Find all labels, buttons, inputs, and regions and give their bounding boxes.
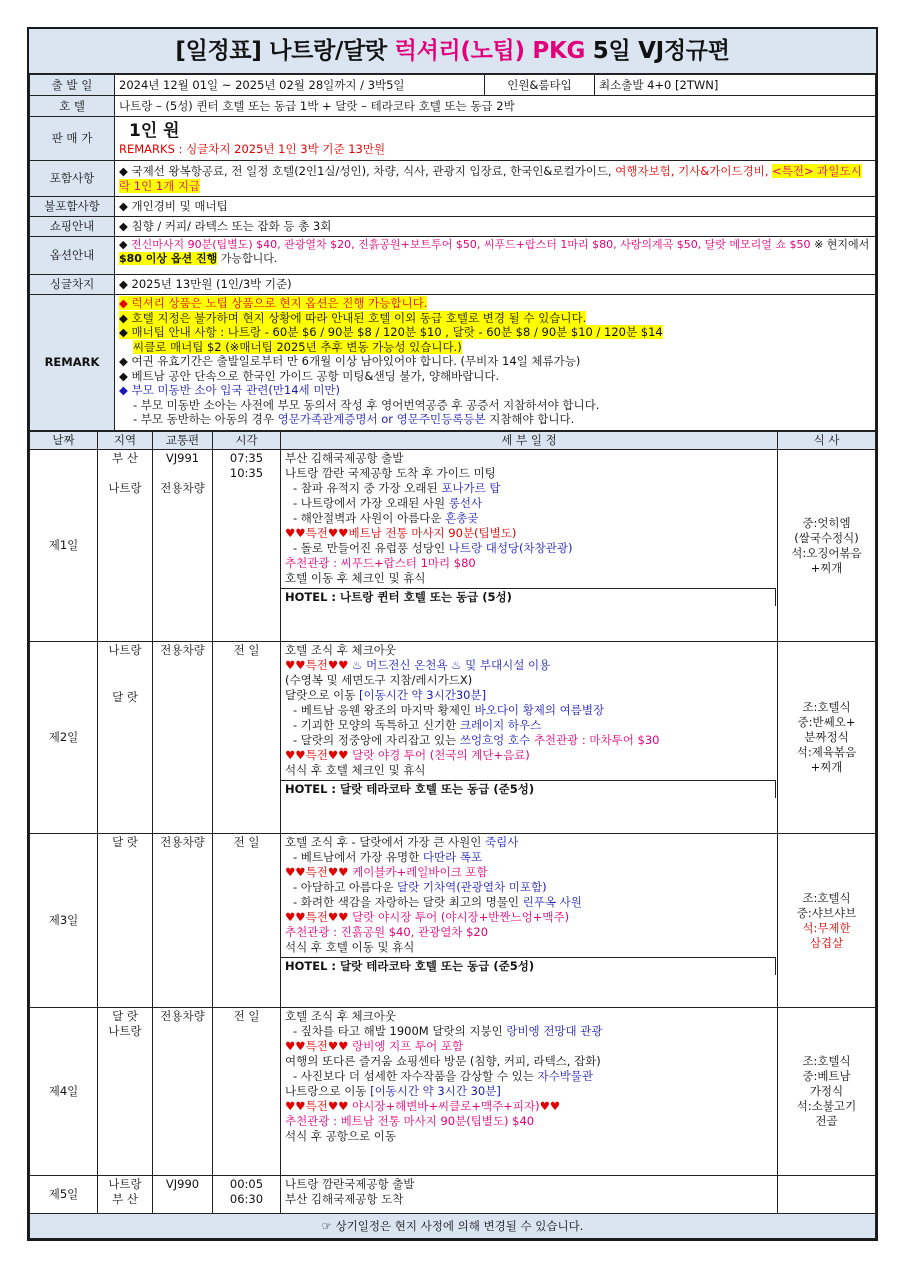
header-region: 지역 — [98, 432, 153, 450]
day3-line3 — [285, 865, 773, 880]
day1-line7 — [285, 541, 773, 556]
day3-meal4: 삼겹살 — [809, 935, 844, 950]
day1-meal2: (쌀국수정식) — [794, 530, 859, 545]
day2-hotel: HOTEL : 달랏 테라코타 호텔 또는 동급 (준5성) — [281, 780, 776, 798]
text-span: - 나트랑에서 가장 오래된 사원 — [293, 496, 449, 510]
day4-meal3: 가정식 — [809, 1084, 844, 1098]
day2-line5 — [285, 703, 773, 718]
day3-line4 — [285, 880, 773, 895]
remark-8b: 영문가족관계증명서 or 영문주민등록등본 — [277, 412, 486, 426]
remark-list — [115, 295, 876, 431]
day3-meal2: 중:샤브샤브 — [796, 905, 857, 920]
day3-time: 전 일 — [213, 834, 281, 1008]
text-span: - 달랏의 정중앙에 자리잡고 있는 — [293, 733, 460, 747]
text-span: 나트랑 대성당(차창관광) — [448, 541, 573, 555]
itinerary-sheet — [27, 27, 878, 1241]
day1-hotel: HOTEL : 나트랑 퀸터 호텔 또는 동급 (5성) — [281, 588, 776, 606]
remark-6: ◆ 부모 미동반 소아 입국 관련(만14세 미만) — [119, 383, 341, 397]
day4-line1: 호텔 조식 후 체크아웃 — [285, 1009, 396, 1023]
text-span: ♥♥특전♥♥ — [285, 910, 353, 924]
day2-line6 — [285, 718, 773, 733]
shopping-value: ◆ 침향 / 커피/ 라텍스 또는 잡화 등 총 3회 — [115, 217, 876, 237]
remark-5: ◆ 베트남 공안 단속으로 한국인 가이드 공항 미팅&샌딩 불가, 양해바랍니다. — [119, 368, 500, 383]
schedule-table — [29, 431, 876, 1239]
day4-line3 — [285, 1039, 773, 1054]
day3-line5 — [285, 895, 773, 910]
remark-7: - 부모 미동반 소아는 사전에 부모 동의서 작성 후 영어번역공증 후 공증서 지참하셔야 합니다. — [133, 397, 600, 412]
text-span: 달랏 야시장 투어 (야시장+반짠느엉+맥주) — [352, 910, 570, 924]
day2-meal4: 석:제육볶음 — [796, 745, 857, 759]
option-note: ※ 현지에서 — [814, 238, 870, 251]
day4-region2: 나트랑 — [108, 1024, 142, 1038]
single-value: ◆ 2025년 13만원 (1인/3박 기준) — [115, 275, 876, 295]
text-span: 케이블카+레일바이크 포함 — [352, 865, 488, 879]
day2-line7 — [285, 733, 773, 748]
text-span: 랑비엥 전망대 관광 — [506, 1024, 603, 1038]
remark-8 — [133, 412, 574, 426]
day2-line3: (수영복 및 세면도구 지참/레시가드X) — [285, 673, 473, 687]
day1-transport1: VJ991 — [165, 451, 200, 465]
text-span: - 베트남 응웬 왕조의 마지막 황제인 — [293, 703, 475, 717]
text-span: - 돌로 만들어진 유럽풍 성당인 — [293, 541, 449, 555]
remark-1: ◆ 럭셔리 상품은 노팁 상품으로 현지 옵션은 진행 가능합니다. — [119, 296, 428, 310]
day2-meal1: 조:호텔식 — [802, 700, 851, 714]
text-span: ♥♥특전♥♥ — [285, 1039, 353, 1053]
remark-3: ◆ 매너팁 안내 사항 : 나트랑 - 60분 $6 / 90분 $8 / 120분 $10 , 달랏 - 60분 $8 / 90분 $10 / 120분 $14 — [119, 325, 663, 339]
day-row-1 — [30, 450, 876, 642]
header-detail: 세 부 일 정 — [281, 432, 778, 450]
day-row-5 — [30, 1176, 876, 1214]
day4-region1: 달 랏 — [112, 1009, 138, 1023]
day2-meal3: 분짜정식 — [804, 730, 849, 744]
day4-meal5: 전골 — [815, 1114, 838, 1128]
day3-label: 제3일 — [30, 834, 98, 1008]
header-day: 날짜 — [30, 432, 98, 450]
text-span: 호텔 조식 후 - 달랏에서 가장 큰 사원인 — [285, 835, 486, 849]
text-span: 추천관광 : 마차투어 $30 — [533, 733, 660, 747]
day4-label: 제4일 — [30, 1008, 98, 1176]
day-row-2 — [30, 642, 876, 834]
option-label: 옵션안내 — [30, 237, 115, 275]
day1-line2: 나트랑 깜란 국제공항 도착 후 가이드 미팅 — [285, 466, 496, 480]
day3-transport: 전용차량 — [153, 834, 213, 1008]
day4-line2 — [285, 1024, 773, 1039]
option-list: 전신마사지 90분(팁별도) $40, 관광열차 $20, 진흙공원+보트투어 $50, 씨푸드+랍스터 1마리 $80, 사랑의계곡 $50, 달랏 메모리얼 쇼 $50 — [130, 238, 811, 251]
day3-line6 — [285, 910, 773, 925]
text-span: [이동시간 약 3시간 30분] — [370, 1084, 501, 1098]
day4-line6 — [285, 1084, 773, 1099]
title-prefix: [일정표] 나트랑/달랏 — [175, 38, 395, 64]
day1-transport2: 전용차량 — [160, 481, 205, 495]
text-span: 바오다이 황제의 여름별장 — [474, 703, 605, 717]
remark-label: REMARK — [30, 295, 115, 431]
text-span: 랑비엥 지프 투어 포함 — [352, 1039, 464, 1053]
day3-line1 — [285, 835, 773, 850]
day3-line8: 석식 후 호텔 이동 및 휴식 — [285, 940, 415, 954]
day3-hotel: HOTEL : 달랏 테라코타 호텔 또는 동급 (준5성) — [281, 957, 776, 975]
include-label: 포함사항 — [30, 161, 115, 197]
text-span: ♥♥ — [539, 1099, 561, 1113]
hotel-value: 나트랑 – (5성) 퀸터 호텔 또는 동급 1박 + 달랏 – 테라코타 호텔 또는 동급 2박 — [115, 96, 876, 117]
day1-region2: 나트랑 — [108, 481, 142, 495]
text-span: 죽림사 — [485, 835, 519, 849]
day1-line3 — [285, 481, 773, 496]
day2-line1: 호텔 조식 후 체크아웃 — [285, 643, 396, 657]
day2-region2: 달 랏 — [112, 690, 138, 704]
include-special: <특전> 과일도시락 1인 1개 지급 — [119, 163, 862, 193]
day1-region1: 부 산 — [112, 451, 138, 465]
room-label: 인원&룸타입 — [485, 75, 595, 96]
text-span: - 사진보다 더 섬세한 자수작품을 감상할 수 있는 — [293, 1069, 538, 1083]
day4-line4: 여행의 또다른 즐거움 쇼핑센타 방문 (침향, 커피, 라텍스, 잡화) — [285, 1054, 601, 1068]
text-span: 혼총곶 — [445, 511, 479, 525]
day4-meal4: 석:소불고기 — [796, 1099, 857, 1113]
day2-line4 — [285, 688, 773, 703]
day-row-4 — [30, 1008, 876, 1176]
day3-meal1: 조:호텔식 — [802, 890, 851, 905]
text-span: - 기괴한 모양의 독특하고 신기한 — [293, 718, 460, 732]
day2-line2 — [285, 658, 773, 673]
day4-transport: 전용차량 — [153, 1008, 213, 1176]
day1-line6: ♥♥특전♥♥베트남 전통 마사지 90분(팁별도) — [285, 526, 517, 540]
day5-region1: 나트랑 — [108, 1177, 142, 1191]
text-span: - 화려한 색감을 자랑하는 달랏 최고의 명물인 — [293, 895, 523, 909]
shopping-label: 쇼핑안내 — [30, 217, 115, 237]
room-value: 최소출발 4+0 [2TWN] — [595, 75, 876, 96]
day5-region2: 부 산 — [112, 1192, 138, 1206]
title-suffix: 5일 VJ정규편 — [585, 38, 730, 64]
option-note-end: 가능합니다. — [217, 252, 278, 265]
hotel-label: 호 텔 — [30, 96, 115, 117]
day2-line8 — [285, 748, 773, 763]
single-label: 싱글차지 — [30, 275, 115, 295]
day1-meal1: 중:엇히엠 — [802, 515, 851, 530]
text-span: 크레이지 하우스 — [459, 718, 542, 732]
day4-meal2: 중:베트남 — [802, 1069, 851, 1083]
text-span: 포나가르 탑 — [441, 481, 501, 495]
departure-value: 2024년 12월 01일 ~ 2025년 02월 28일까지 / 3박5일 — [115, 75, 485, 96]
day5-transport: VJ990 — [153, 1176, 213, 1214]
day4-meal1: 조:호텔식 — [802, 1054, 851, 1068]
day1-label: 제1일 — [30, 450, 98, 642]
day2-meal2: 중:반쎄오+ — [797, 715, 856, 729]
text-span: 야시장+해변바+씨클로+맥주+피자) — [352, 1099, 540, 1113]
text-span: ♨ 머드전신 온천욕 ♨ 및 부대시설 이용 — [352, 658, 551, 672]
text-span: 쓰엉흐엉 호수 — [459, 733, 534, 747]
text-span: 달랏 기차역(관광열차 미포함) — [397, 880, 547, 894]
day5-time2: 06:30 — [229, 1192, 264, 1206]
day1-line5 — [285, 511, 773, 526]
day-row-3 — [30, 834, 876, 1008]
text-span: 달랏으로 이동 — [285, 688, 359, 702]
day5-line1: 나트랑 깜란국제공항 출발 — [285, 1177, 415, 1191]
text-span: 다딴라 폭포 — [422, 850, 483, 864]
include-red: 여행자보험, 기사&가이드경비, — [615, 163, 773, 178]
remark-3b: 씨클로 매너팁 $2 (※매너팁 2025년 추후 변동 가능성 있습니다.) — [133, 339, 462, 354]
text-span: 달랏 야경 투어 (천국의 계단+음료) — [352, 748, 530, 762]
text-span: [이동시간 약 3시간30분] — [358, 688, 487, 702]
info-table: 출 발 일 2024년 12월 01일 ~ 2025년 02월 28일까지 / 3박5일 인원&룸타입 최소출발 4+0 [2TWN] 호 텔 나트랑 – (5성) 퀸터 호텔 또는 동급 1박 + 달랏 – 테라코타 호텔 또는 동급 2박 판 매 가 1인 원 REMARKS : 싱글차지 2025년 1인 3박 기준 13만원 포함사항 ◆ 국제선 왕복항공료, 전 일정 호텔(2인1실/성인), 차량, 식사, 관광지 입장료, 한국인&로컬가이드, 여행자보험, 기사&가이드경비, <특전> 과일도시락 1인 1개 지급 불포함사항 ◆ 개인경비 및 매너팁 쇼핑안내 ◆ 침향 / 커피/ 라텍스 또는 잡화 등 총 3회 옵션안내 ◆ 전신마사지 90분(팁별도) $40, 관광열차 $20, 진흙공원+보트투어 $50, 씨푸드+랍스터 1마리 $80, 사랑의계곡 $50, 달랏 메모리얼 쇼 $50 ※ 현지에서 $80 이상 옵션 진행 가능합니다. 싱글차지 ◆ 2025년 13만원 (1인/3박 기준) REMARK ◆ 럭셔리 상품은 노팁 상품으로 현지 옵션은 진행 가능합니다. ◆ 호텔 지정은 불가하며 현지 상황에 따라 안내된 호텔 이외 동급 호텔로 변경 될 수 있습니다. ◆ 매너팁 안내 사항 : 나트랑 - 60분 $6 / 90분 $8 / 120분 $10 , 달랏 - 60분 $8 / 90분 $10 / 120분 $14 씨클로 매너팁 $2 (※매너팁 2025년 추후 변동 가능성 있습니다.) ◆ 여권 유효기간은 출발일로부터 만 6개월 이상 남아있어야 합니다. (무비자 14일 체류가능) ◆ 베트남 공안 단속으로 한국인 가이드 공항 미팅&샌딩 불가, 양해바랍니다. ◆ 부모 미동반 소아 입국 관련(만14세 미만) - 부모 미동반 소아는 사전에 부모 동의서 작성 후 영어번역공증 후 공증서 지참하셔야 합니다. - 부모 동반하는 아동의 경우 영문가족관계증명서 or 영문주민등록등본 지참해야 합니다. — [29, 74, 876, 431]
header-meal: 식 사 — [778, 432, 876, 450]
day5-time1: 00:05 — [229, 1177, 264, 1191]
text-span: - 참파 유적지 중 가장 오래된 — [293, 481, 442, 495]
day2-label: 제2일 — [30, 642, 98, 834]
day4-line8: 추천관광 : 베트남 전통 마사지 90분(팁별도) $40 — [285, 1114, 535, 1128]
price-value: 1인 원 — [129, 121, 180, 141]
price-remarks: REMARKS : 싱글차지 2025년 1인 3박 기준 13만원 — [119, 142, 386, 156]
day1-line9: 호텔 이동 후 체크인 및 휴식 — [285, 571, 426, 585]
exclude-value: ◆ 개인경비 및 매너팁 — [115, 197, 876, 217]
remark-2: ◆ 호텔 지정은 불가하며 현지 상황에 따라 안내된 호텔 이외 동급 호텔로 변경 될 수 있습니다. — [119, 310, 587, 325]
page-title — [29, 29, 876, 74]
day4-time: 전 일 — [213, 1008, 281, 1176]
day5-label: 제5일 — [30, 1176, 98, 1214]
day1-time2: 10:35 — [229, 466, 264, 480]
exclude-label: 불포함사항 — [30, 197, 115, 217]
day2-time: 전 일 — [213, 642, 281, 834]
text-span: - 짚차를 타고 해발 1900M 달랏의 지붕인 — [293, 1024, 507, 1038]
remark-4: ◆ 여권 유효기간은 출발일로부터 만 6개월 이상 남아있어야 합니다. (무비자 14일 체류가능) — [119, 354, 581, 368]
day1-time1: 07:35 — [229, 451, 264, 465]
text-span: ♥♥특전♥♥ — [285, 1099, 353, 1113]
footer-note: ☞ 상기일정은 현지 사정에 의해 변경될 수 있습니다. — [30, 1214, 876, 1239]
day3-line7: 추천관광 : 진흙공원 $40, 관광열차 $20 — [285, 925, 489, 939]
day2-transport: 전용차량 — [153, 642, 213, 834]
schedule-header — [30, 432, 876, 450]
text-span: ♥♥특전♥♥ — [285, 748, 353, 762]
day3-meal3: 석:무제한 — [802, 920, 851, 935]
text-span: 롱선사 — [448, 496, 483, 510]
include-value — [115, 161, 876, 197]
day4-line7 — [285, 1099, 773, 1114]
day2-region1: 나트랑 — [108, 643, 142, 657]
option-note-highlight: $80 이상 옵션 진행 — [119, 252, 218, 265]
text-span: 린푸옥 사원 — [522, 895, 582, 909]
text-span: 나트랑으로 이동 — [285, 1084, 371, 1098]
day1-meal3: 석:오징어볶음 — [791, 545, 862, 560]
header-time: 시각 — [213, 432, 281, 450]
day5-line2: 부산 김해국제공항 도착 — [285, 1192, 404, 1206]
text-span: - 베트남에서 가장 유명한 — [293, 850, 423, 864]
day2-meal5: +찌개 — [810, 760, 843, 774]
day3-region: 달 랏 — [98, 834, 153, 1008]
day3-line2 — [285, 850, 773, 865]
day1-line4 — [285, 496, 773, 511]
day1-line1: 부산 김해국제공항 출발 — [285, 451, 404, 465]
day1-line8: 추천관광 : 씨푸드+랍스터 1마리 $80 — [285, 556, 476, 570]
title-highlight: 럭셔리(노팁) PKG — [394, 38, 586, 64]
text-span: ♥♥특전♥♥ — [285, 865, 353, 879]
include-text: ◆ 국제선 왕복항공료, 전 일정 호텔(2인1실/성인), 차량, 식사, 관광지 입장료, 한국인&로컬가이드, — [119, 163, 616, 178]
day4-line5 — [285, 1069, 773, 1084]
day2-line9: 석식 후 호텔 체크인 및 휴식 — [285, 763, 426, 777]
price-label: 판 매 가 — [30, 117, 115, 161]
remark-8c: 지참해야 합니다. — [485, 412, 575, 426]
day1-meal4: +찌개 — [810, 560, 843, 575]
day4-line9: 석식 후 공항으로 이동 — [285, 1129, 396, 1143]
text-span: ♥♥특전♥♥ — [285, 658, 353, 672]
departure-label: 출 발 일 — [30, 75, 115, 96]
header-transport: 교통편 — [153, 432, 213, 450]
text-span: 자수박물관 — [537, 1069, 594, 1083]
text-span: - 아담하고 아름다운 — [293, 880, 397, 894]
remark-8a: - 부모 동반하는 아동의 경우 — [133, 412, 278, 426]
text-span: - 해안절벽과 사원이 아름다운 — [293, 511, 446, 525]
